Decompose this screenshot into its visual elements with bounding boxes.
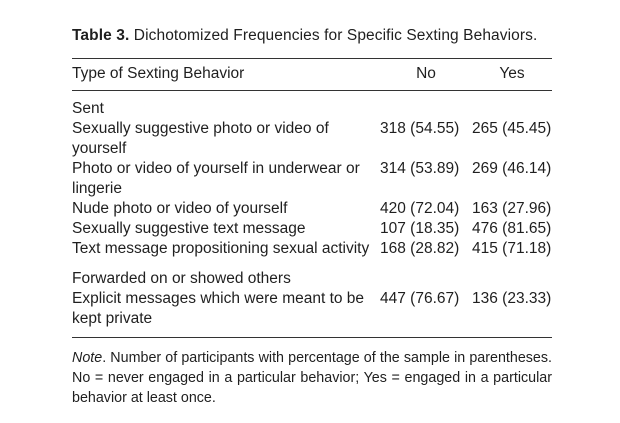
table-note: [72, 348, 552, 408]
table-document: [72, 26, 552, 408]
section-title-forwarded: Forwarded on or showed others: [72, 270, 291, 287]
yes-cell: 163 (27.96): [472, 200, 552, 217]
note-label: Note: [72, 350, 103, 366]
bottom-rule: [72, 337, 552, 338]
yes-cell: 415 (71.18): [472, 240, 552, 257]
no-cell: 447 (76.67): [380, 290, 460, 307]
table-caption: [72, 26, 552, 46]
col-header-type: Type of Sexting Behavior: [72, 65, 245, 82]
yes-cell: 476 (81.65): [472, 220, 552, 237]
yes-cell: 269 (46.14): [472, 160, 552, 177]
behavior-cell: Sexually suggestive text message: [72, 220, 306, 237]
header-row: [72, 59, 552, 90]
frequency-table: [72, 59, 552, 337]
no-cell: 314 (53.89): [380, 160, 460, 177]
table-row: [72, 289, 552, 337]
table-row: [72, 199, 552, 219]
note-text: . Number of participants with percentage of the sample in parentheses. No = never engaged in a particular behavior; Yes = engaged in a particular behavior at least once.: [72, 350, 552, 406]
behavior-cell: Explicit messages which were meant to be kept private: [72, 290, 365, 327]
behavior-cell: Text message propositioning sexual activity: [72, 240, 370, 257]
table-caption-label: Table 3.: [72, 27, 130, 44]
behavior-cell: Photo or video of yourself in underwear or lingerie: [72, 160, 360, 197]
no-cell: 420 (72.04): [380, 200, 460, 217]
section-row: [72, 259, 552, 289]
no-cell: 318 (54.55): [380, 120, 460, 137]
section-title-sent: Sent: [72, 100, 104, 117]
table-row: [72, 219, 552, 239]
yes-cell: 136 (23.33): [472, 290, 552, 307]
yes-cell: 265 (45.45): [472, 120, 552, 137]
table-row: [72, 159, 552, 199]
no-cell: 107 (18.35): [380, 220, 460, 237]
col-header-yes: Yes: [499, 65, 525, 82]
section-row: [72, 91, 552, 119]
col-header-no: No: [416, 65, 436, 82]
behavior-cell: Nude photo or video of yourself: [72, 200, 288, 217]
table-caption-text: Dichotomized Frequencies for Specific Sexting Behaviors.: [129, 27, 538, 44]
behavior-cell: Sexually suggestive photo or video of yourself: [72, 120, 329, 157]
table-row: [72, 239, 552, 259]
table-row: [72, 119, 552, 159]
no-cell: 168 (28.82): [380, 240, 460, 257]
